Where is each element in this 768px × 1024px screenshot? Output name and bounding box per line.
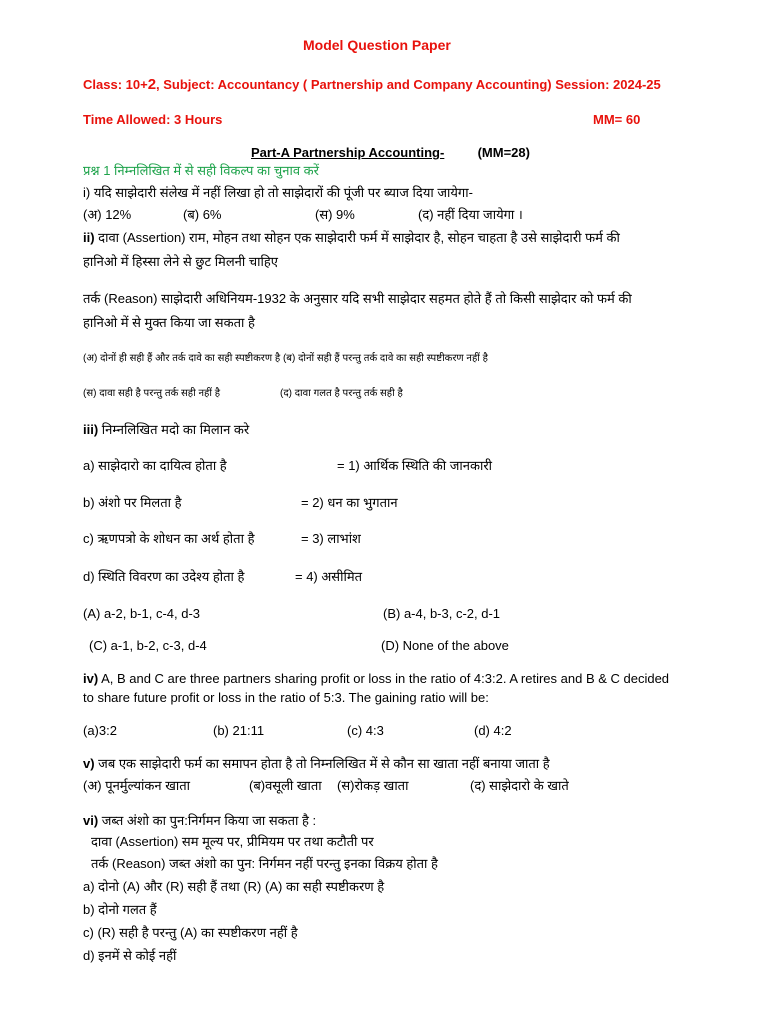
question-i-option-a: (अ) 12%	[83, 207, 132, 222]
question-v-option-a: (अ) पूनर्मुल्यांकन खाता	[83, 778, 191, 793]
time-allowed: Time Allowed: 3 Hours	[83, 112, 223, 127]
paper-title: Model Question Paper	[303, 37, 451, 53]
match-right-c: = 3) लाभांश	[301, 531, 361, 546]
match-left-c: c) ऋणपत्रो के शोधन का अर्थ होता है	[83, 531, 255, 546]
question-iii-option-d: (D) None of the above	[381, 638, 509, 653]
question-i-option-d: (द) नहीं दिया जायेगा ।	[418, 207, 523, 222]
question-iii-option-b: (B) a-4, b-3, c-2, d-1	[383, 606, 501, 621]
question-iii-option-c: (C) a-1, b-2, c-3, d-4	[89, 638, 207, 653]
question-iv-option-a: (a)3:2	[83, 723, 117, 738]
question-i-text: i) यदि साझेदारी संलेख में नहीं लिखा हो तो साझेदारों की पूंजी पर ब्याज दिया जायेगा-	[83, 185, 473, 200]
question-iii-text	[83, 421, 249, 439]
question-v-label: v)	[83, 756, 95, 771]
question-i-option-b: (ब) 6%	[183, 207, 222, 222]
match-left-a: a) साझेदारो का दायित्व होता है	[83, 458, 227, 473]
question-ii-label: ii)	[83, 230, 95, 245]
question-v-option-d: (द) साझेदारो के खाते	[470, 778, 569, 793]
match-right-d: = 4) असीमित	[295, 569, 363, 584]
part-a-marks: (MM=28)	[477, 145, 530, 160]
question-1-heading: प्रश्न 1 निम्नलिखित में से सही विकल्प का चुनाव करें	[83, 163, 319, 178]
question-v-option-c: (स)रोकड़ खाता	[337, 778, 409, 793]
part-a-heading	[251, 144, 530, 162]
question-ii-option-d: (द) दावा गलत है परन्तु तर्क सही है	[280, 388, 403, 399]
question-vi-option-b: b) दोनो गलत हैं	[83, 902, 157, 917]
question-ii-text	[83, 229, 620, 247]
question-iv-text	[83, 670, 669, 688]
question-ii-assertion: दावा (Assertion) राम, मोहन तथा सोहन एक साझेदारी फर्म में साझेदार है, सोहन चाहता है उसे साझेदारी फर्म की	[94, 230, 620, 245]
question-ii-reason-cont: हानिओ में से मुक्त किया जा सकता है	[83, 315, 255, 330]
question-ii-reason: तर्क (Reason) साझेदारी अधिनियम-1932 के अनुसार यदि सभी साझेदार सहमत होते हैं तो किसी साझेदार को फर्म की	[83, 291, 632, 306]
question-iii-prompt: निम्नलिखित मदो का मिलान करे	[98, 422, 250, 437]
question-iv-prompt-cont: to share future profit or loss in the ratio of 5:3. The gaining ratio will be:	[83, 690, 489, 705]
question-iii-option-a: (A) a-2, b-1, c-4, d-3	[83, 606, 201, 621]
max-marks: MM= 60	[593, 112, 641, 127]
question-v-option-b: (ब)वसूली खाता	[249, 778, 322, 793]
match-left-d: d) स्थिति विवरण का उदेश्य होता है	[83, 569, 245, 584]
question-ii-options-ab: (अ) दोनों ही सही हैं और तर्क दावे का सही स्पष्टीकरण है (ब) दोनों सही हैं परन्तु तर्क दावे का सही स्पष्टीकरण नहीं है	[83, 353, 488, 364]
question-iv-option-d: (d) 4:2	[474, 723, 512, 738]
question-iii-label: iii)	[83, 422, 99, 437]
match-right-a: = 1) आर्थिक स्थिति की जानकारी	[337, 458, 493, 473]
question-ii-option-c: (स) दावा सही है परन्तु तर्क सही नहीं है	[83, 388, 221, 399]
question-ii-assertion-cont: हानिओ में हिस्सा लेने से छुट मिलनी चाहिए	[83, 254, 278, 269]
part-a-title: Part-A Partnership Accounting-	[251, 145, 445, 160]
class-label: Class: 10+	[83, 77, 148, 92]
question-vi-option-c: c) (R) सही है परन्तु (A) का स्पष्टीकरण नहीं है	[83, 925, 298, 940]
class-number: 2	[147, 76, 157, 93]
question-vi-assertion: दावा (Assertion) सम मूल्य पर, प्रीमियम पर तथा कटौती पर	[91, 834, 374, 849]
question-vi-prompt: जब्त अंशो का पुन:निर्गमन किया जा सकता है :	[98, 813, 317, 828]
question-vi-reason: तर्क (Reason) जब्त अंशो का पुन: निर्गमन नहीं परन्तु इनका विक्रय होता है	[91, 856, 438, 871]
class-subject-line	[83, 76, 661, 94]
match-left-b: b) अंशो पर मिलता है	[83, 495, 182, 510]
question-iv-prompt: A, B and C are three partners sharing profit or loss in the ratio of 4:3:2. A retires and B & C decided	[98, 671, 670, 686]
question-vi-label: vi)	[83, 813, 99, 828]
question-vi-text	[83, 812, 316, 830]
question-iv-label: iv)	[83, 671, 99, 686]
question-vi-option-a: a) दोनो (A) और (R) सही हैं तथा (R) (A) का सही स्पष्टीकरण है	[83, 879, 385, 894]
question-iv-option-c: (c) 4:3	[347, 723, 384, 738]
match-right-b: = 2) धन का भुगतान	[301, 495, 398, 510]
question-i-option-c: (स) 9%	[315, 207, 355, 222]
question-v-prompt: जब एक साझेदारी फर्म का समापन होता है तो निम्नलिखित में से कौन सा खाता नहीं बनाया जाता है	[94, 756, 550, 771]
question-vi-option-d: d) इनमें से कोई नहीं	[83, 948, 177, 963]
subject-session: , Subject: Accountancy ( Partnership and Company Accounting) Session: 2024-25	[156, 77, 661, 92]
question-v-text	[83, 755, 550, 773]
question-iv-option-b: (b) 21:11	[213, 723, 265, 738]
